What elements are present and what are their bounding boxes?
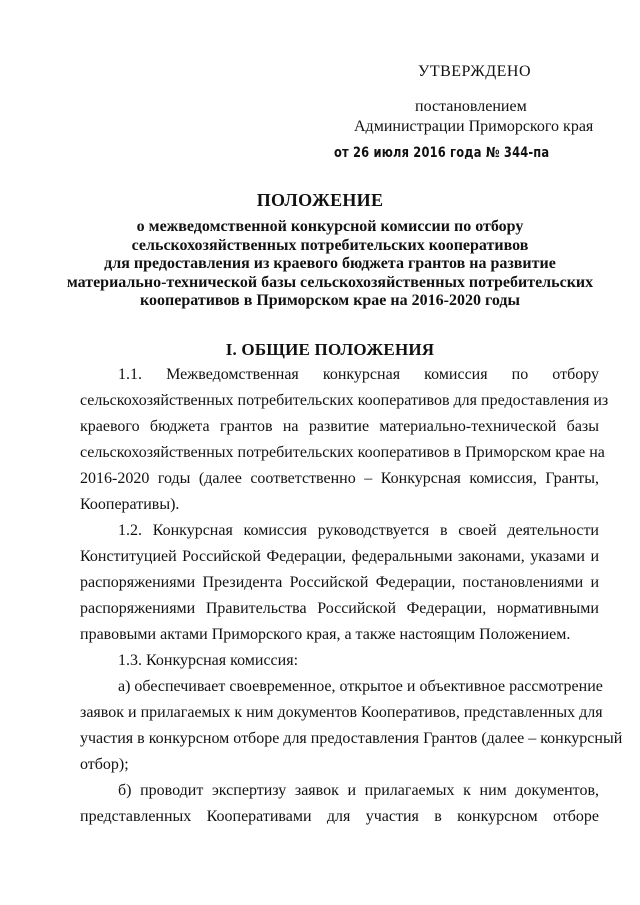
- subtitle-line: для предоставления из краевого бюджета грантов на развитие: [104, 255, 556, 272]
- subtitle-line: сельскохозяйственных потребительских кооперативов: [131, 236, 529, 254]
- subtitle-line: материально-технической базы сельскохозяйственных потребительских: [66, 273, 594, 291]
- body-line: правовыми актами Приморского края, а также настоящим Положением.: [80, 626, 571, 643]
- body-line: представленных Кооперативами для участия в конкурсном отборе: [80, 808, 599, 825]
- body-line: сельскохозяйственных потребительских кооперативов для предоставления из: [80, 392, 609, 409]
- body-line: сельскохозяйственных потребительских кооперативов в Приморском крае на: [80, 444, 605, 461]
- subtitle-line: о межведомственной конкурсной комиссии по отбору: [136, 218, 524, 235]
- body-line: отбор);: [80, 756, 129, 773]
- decree-stamp: от 26 июля 2016 года № 344-па: [334, 145, 550, 161]
- body-line: 1.3. Конкурсная комиссия:: [118, 652, 299, 669]
- body-line: Кооперативы).: [80, 496, 180, 513]
- body-line: 1.1. Межведомственная конкурсная комиссия по отбору: [118, 366, 599, 383]
- approval-administration: Администрации Приморского края: [354, 118, 594, 135]
- approval-by-decree: постановлением: [415, 98, 527, 115]
- section-heading: I. ОБЩИЕ ПОЛОЖЕНИЯ: [225, 340, 435, 359]
- body-line: а) обеспечивает своевременное, открытое и объективное рассмотрение: [118, 678, 603, 695]
- body-line: 2016-2020 годы (далее соответственно – Конкурсная комиссия, Гранты,: [80, 470, 599, 487]
- approval-heading: УТВЕРЖДЕНО: [418, 63, 532, 80]
- body-line: распоряжениями Правительства Российской Федерации, нормативными: [80, 600, 599, 617]
- subtitle-line: кооперативов в Приморском крае на 2016-2020 годы: [140, 292, 520, 309]
- document-subtitle: [60, 218, 600, 311]
- body-line: участия в конкурсном отборе для предоставления Грантов (далее – конкурсный: [80, 730, 623, 747]
- body-line: краевого бюджета грантов на развитие материально-технической базы: [80, 418, 599, 435]
- body-line: распоряжениями Президента Российской Федерации, постановлениями и: [80, 574, 599, 591]
- body-line: 1.2. Конкурсная комиссия руководствуется в своей деятельности: [118, 522, 599, 539]
- body-line: Конституцией Российской Федерации, федеральными законами, указами и: [80, 548, 599, 565]
- document-title: ПОЛОЖЕНИЕ: [256, 190, 384, 210]
- body-line: б) проводит экспертизу заявок и прилагаемых к ним документов,: [118, 782, 599, 799]
- body-line: заявок и прилагаемых к ним документов Кооперативов, представленных для: [80, 704, 603, 721]
